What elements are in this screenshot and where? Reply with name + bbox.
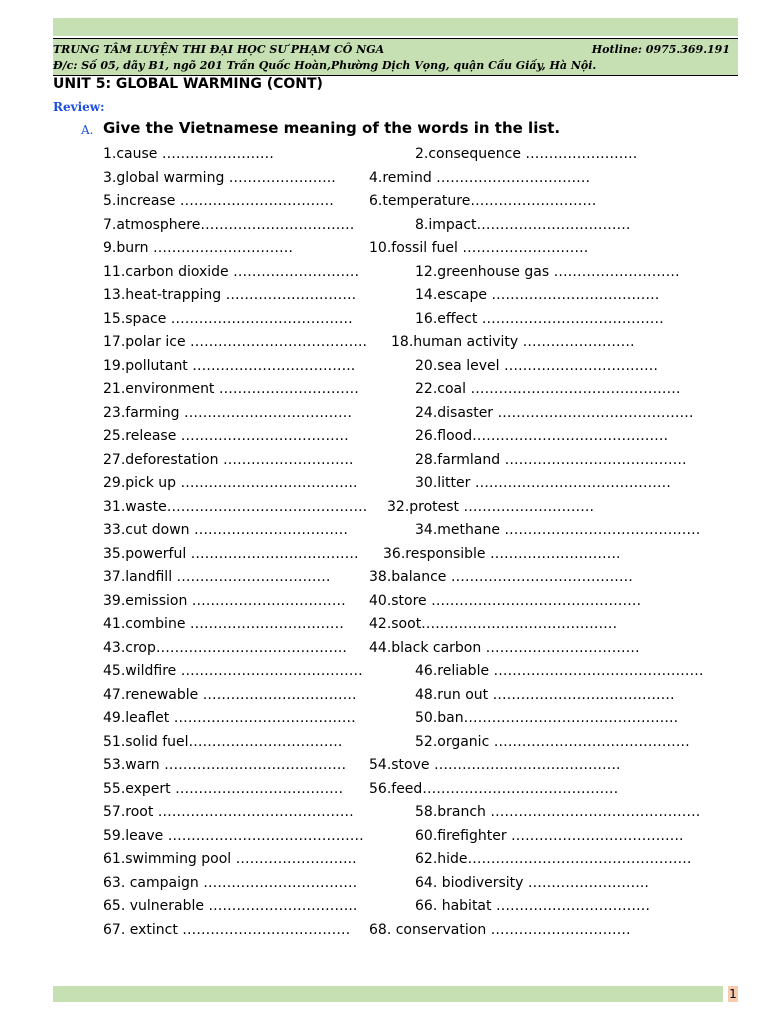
unit-title: UNIT 5: GLOBAL WARMING (CONT): [53, 76, 323, 92]
vocab-item: 53.warn …………………………………: [103, 757, 347, 773]
vocab-item: 23.farming ………………………………: [103, 404, 353, 421]
page-number: 1: [729, 987, 737, 1001]
vocab-item: 37.landfill ……………………………: [103, 569, 331, 585]
vocab-item: 51.solid fuel……………………………: [103, 733, 343, 750]
header-top-band: [53, 18, 738, 36]
vocab-item: 43.crop…………………………………..: [103, 639, 347, 656]
vocab-item: 56.feed……………………………………: [369, 780, 619, 797]
vocab-item: 66. habitat ……………………………: [415, 898, 650, 914]
vocab-item: 10.fossil fuel ………………………: [369, 240, 589, 256]
vocab-item: 16.effect …………………………………: [415, 310, 664, 327]
vocab-item: 30.litter ……………………………………: [415, 475, 671, 491]
vocab-item: 15.space …………………………………: [103, 310, 353, 327]
vocab-item: 65. vulnerable …………………………..: [103, 898, 358, 914]
vocab-item: 34.methane ……………………………………: [415, 522, 701, 538]
vocab-item: 6.temperature………………………: [369, 193, 597, 209]
vocab-item: 22.coal ………………………………………: [415, 381, 681, 397]
vocab-item: 45.wildfire …………………………………: [103, 663, 363, 679]
vocab-item: 35.powerful ………………………………: [103, 545, 359, 562]
address: Đ/c: Số 05, dãy B1, ngõ 201 Trần Quốc Hoàn,Phường Dịch Vọng, quận Cầu Giấy, Hà Nội.: [53, 59, 597, 72]
vocab-item: 41.combine ……………………………: [103, 616, 344, 632]
vocab-item: 42.soot……………………………………: [369, 616, 618, 632]
task-title: Give the Vietnamese meaning of the words in the list.: [103, 119, 561, 137]
hotline: Hotline: 0975.369.191: [591, 43, 730, 56]
vocab-item: 67. extinct ………………………………: [103, 921, 351, 938]
vocab-item: 49.leaflet …………………………………: [103, 710, 356, 726]
vocab-item: 18.human activity ……………………: [391, 334, 635, 350]
task-marker: A.: [81, 123, 94, 137]
vocab-item: 57.root ……………………………………: [103, 804, 354, 820]
vocab-item: 11.carbon dioxide ………………………: [103, 263, 360, 280]
vocab-item: 17.polar ice ………………………………..: [103, 334, 367, 350]
vocab-item: 61.swimming pool ……………………..: [103, 851, 357, 867]
vocab-item: 27.deforestation ……………………….: [103, 451, 354, 468]
vocab-item: 44.black carbon ……………………………: [369, 639, 640, 656]
vocab-item: 63. campaign ……………………………: [103, 874, 358, 891]
vocab-item: 8.impact……………………………: [415, 216, 631, 233]
vocab-item: 2.consequence ……………………: [415, 146, 638, 162]
vocab-item: 68. conservation …………………………: [369, 921, 631, 938]
vocab-item: 48.run out …………………………………: [415, 686, 675, 703]
vocab-item: 13.heat-trapping ……………………….: [103, 287, 357, 303]
vocab-item: 58.branch ………………………………………: [415, 804, 701, 820]
vocab-item: 46.reliable ………………………………………: [415, 663, 704, 679]
vocab-item: 33.cut down ……………………………: [103, 522, 348, 538]
vocab-item: 9.burn …………………………: [103, 240, 293, 256]
vocab-item: 54.stove ………………………………….: [369, 757, 621, 773]
vocab-item: 20.sea level ……………………………: [415, 357, 658, 374]
vocab-item: 64. biodiversity ……………………..: [415, 874, 649, 891]
vocab-item: 36.responsible ……………………….: [383, 545, 621, 562]
vocab-item: 50.ban……………………………………….: [415, 710, 679, 726]
vocab-item: 40.store ………………………………………: [369, 592, 642, 609]
vocab-item: 19.pollutant ……………………………..: [103, 357, 356, 374]
vocab-item: 38.balance …………………………………: [369, 569, 633, 585]
vocab-item: 25.release ………………………………: [103, 428, 349, 444]
center-name: TRUNG TÂM LUYỆN THI ĐẠI HỌC SƯ PHẠM CÔ NGA: [53, 43, 385, 56]
vocab-item: 62.hide…………………………………………: [415, 851, 692, 867]
vocab-item: 55.expert ………………………………: [103, 780, 344, 797]
vocab-item: 7.atmosphere……………………………: [103, 216, 355, 233]
vocab-item: 31.waste…………………………………….: [103, 498, 368, 515]
vocab-item: 39.emission ……………………………: [103, 592, 346, 609]
vocab-item: 14.escape ………………………………: [415, 287, 660, 303]
vocab-item: 47.renewable ……………………………: [103, 686, 357, 703]
vocab-item: 59.leave ……………………………………: [103, 827, 364, 844]
footer-band: [53, 986, 723, 1002]
vocab-item: 4.remind ……………………………: [369, 169, 591, 186]
vocab-item: 1.cause ……………………: [103, 146, 274, 162]
vocab-item: 52.organic ……………………………………: [415, 733, 690, 750]
vocab-item: 5.increase ……………………………: [103, 193, 334, 209]
vocab-item: 29.pick up ………………………………..: [103, 475, 358, 491]
vocab-item: 12.greenhouse gas ………………………: [415, 263, 680, 280]
vocab-item: 24.disaster ……………………………………: [415, 404, 694, 421]
vocab-item: 3.global warming …………………..: [103, 169, 336, 186]
vocab-item: 26.flood……………………………………: [415, 428, 669, 444]
document-header: [53, 38, 738, 76]
vocab-item: 60.firefighter ……………………………….: [415, 827, 684, 844]
vocab-item: 32.protest ……………………….: [387, 498, 594, 515]
vocab-item: 28.farmland …………………………………: [415, 451, 687, 468]
vocab-item: 21.environment …………………………: [103, 381, 359, 397]
review-label: Review:: [53, 100, 105, 114]
